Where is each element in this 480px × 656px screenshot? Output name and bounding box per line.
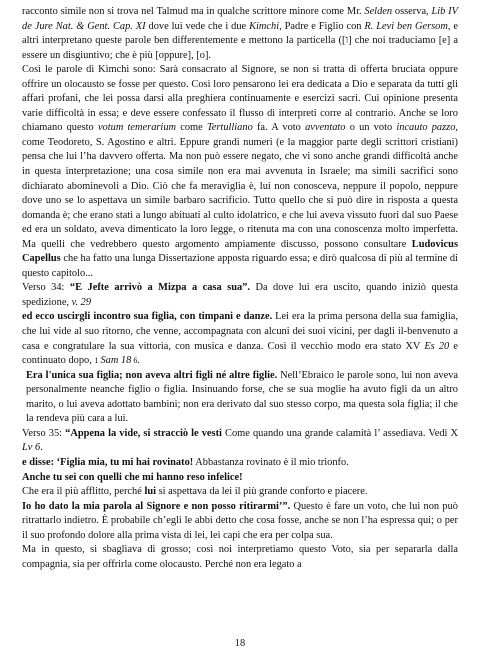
text-run-b: “E Jefte arrivò a Mizpa a casa sua”. bbox=[69, 282, 250, 294]
text-run: . bbox=[137, 355, 140, 367]
text-run: Lei era la prima persona della sua famiglia, che lui vide al suo ritorno, che venne, accompagnata con alcuni dei suoi vicini, per dagli il-benvenuto a casa e congratulare la sua vittoria, con musica e danza. Così il vecchio modo era stato XV bbox=[22, 311, 459, 352]
text-run: Questo è fare un voto, che lui non può ritrattarlo indietro. È probabile ch’egli le abbi detto che cosa fosse, anche se non l’ha espressa qui; o per il suo profondo dolore alla prima vista di lei, lei capì che era per colpa sua. bbox=[22, 500, 459, 541]
text-run-it: Selden bbox=[364, 6, 393, 17]
text-run-b: Anche tu sei con quelli che mi hanno reso infelice! bbox=[22, 471, 243, 483]
text-run: , come Teodoreto, S. Agostino e altri. Eppure grandi numeri (e la maggior parte degli scrittori cristiani) pensa che lui l’ha davvero offerta. Ma non può essere negato, che vi sono anche grandi difficoltà anche in questa interpretazione; una cosa simile non era mai avvenuta in Israele; ma simili sacrifici sono dichiarato abominevoli a Dio. Ciò che fa meraviglia è, lui non conosceva, neppure il popolo, neppure dove uno se lo aspettava un simile barbaro sacrificio. Tutto quello che si può dire in risposta a questa domanda è; che erano stati a lungo abituati al culto idolatrico, e che lui aveva vissuto fuori dal suo Paese ed era un soldato, aveva dimenticato la loro legge, o ritenuta ma con una conoscenza molto imperfetta. Ma quelli che vedrebbero questo argomento ampiamente discusso, possono consultare bbox=[22, 122, 459, 250]
text-run-it: Lv 6 bbox=[22, 442, 41, 454]
page-number: 18 bbox=[234, 638, 246, 649]
paragraph bbox=[22, 485, 458, 500]
paragraph bbox=[22, 63, 458, 281]
text-run: come bbox=[176, 122, 207, 134]
text-run: Verso 34: bbox=[22, 282, 70, 294]
text-run-b: Era l'unica sua figlia; non aveva altri figli né altre figlie. bbox=[26, 369, 278, 381]
paragraph bbox=[22, 471, 458, 486]
text-run: Verso 35: bbox=[22, 427, 66, 439]
text-run: Così le parole di Kimchi sono: Sarà consacrato al Signore, se non si tratta di offerta bruciata oppure offrire un olocausto se fosse per questo. Così loro pensarono lei era dedicata a Dio e separata da tutti gli affari profani, che lei possa darsi alla preghiera continuamente e esercizi sacri. Cui opinione presenta varie difficoltà in essa; e deve essere confessato il flusso di interpreti corre al contrario. Anche se loro chiamano questo bbox=[22, 64, 458, 134]
text-run-it: Sam 18 bbox=[100, 355, 132, 367]
paragraph bbox=[22, 456, 458, 471]
text-run: e continuato dopo, bbox=[22, 340, 458, 367]
text-run: osserva, bbox=[392, 6, 432, 17]
text-run-b: lui bbox=[144, 486, 156, 498]
text-run-it: Es 20 bbox=[424, 340, 450, 352]
paragraph bbox=[22, 281, 458, 310]
paragraph bbox=[22, 369, 458, 427]
text-run-b: e disse: ‘Figlia mia, tu mi hai rovinato! bbox=[22, 456, 194, 468]
paragraph bbox=[22, 427, 458, 456]
text-run: , e altri interpretano queste parole ben differentemente e mettono la particella ([ו] che noi traduciamo [e] a essere un disgiuntivo; che è più [oppure], [o]. bbox=[22, 20, 459, 61]
text-run-it: avventato bbox=[305, 122, 346, 134]
text-run: Ma in questo, si sbagliava di grosso; così noi interpretiamo questo Voto, sia per separarla dalla compagnia, sia per offrirla come olocausto. Perché non era legato a bbox=[22, 544, 458, 570]
text-run: fa. A voto bbox=[252, 122, 306, 134]
text-run-it: Kimchi bbox=[249, 20, 280, 32]
text-run-it: incauto pazzo bbox=[396, 122, 456, 134]
text-run: che ha fatto una lunga Dissertazione apposta riguardo essa; e dirò qualcosa di più al termine di questo capitolo... bbox=[22, 253, 458, 279]
text-run: Nell’Ebraico le parole sono, lui non aveva personalmente neanche figlio o figlia. Insinuando forse, che se sua moglie ha avuto figli da un altro marito, o lui aveva adottato bambini; non era derivato dal suo stesso corpo, ma questa sola figlia; il che la rendeva più cara a lui. bbox=[26, 369, 458, 425]
text-run: , Padre e Figlio con bbox=[279, 20, 365, 32]
text-run: Da dove lui era uscito, quando iniziò questa spedizione, bbox=[22, 282, 458, 308]
text-run-sm: 6 bbox=[131, 356, 138, 366]
paragraph bbox=[22, 5, 458, 63]
text-run-b: Io ho dato la mia parola al Signore e non posso ritirarmi’”. bbox=[22, 500, 291, 512]
paragraph bbox=[22, 543, 458, 572]
text-run-b: “Appena la vide, si stracciò le vesti bbox=[65, 427, 222, 439]
text-run: dove lui vede che i due bbox=[145, 20, 250, 32]
text-run-b: Ludovicus Capellus bbox=[22, 238, 458, 265]
text-run-it: Tertulliano bbox=[206, 122, 253, 134]
text-run: racconto simile non si trova nel Talmud ma in qualche scrittore minore come Mr. bbox=[22, 6, 365, 17]
text-run: Come quando una grande calamità l’ assediava. Vedi X bbox=[221, 427, 459, 439]
text-run: . bbox=[40, 442, 43, 454]
body-text bbox=[22, 5, 458, 572]
text-run: o un voto bbox=[345, 122, 397, 134]
text-run-sm: 1 bbox=[94, 356, 101, 366]
text-run-it: votum temerarium bbox=[97, 122, 177, 134]
paragraph bbox=[22, 500, 458, 544]
text-run-it: v. 29 bbox=[71, 296, 92, 308]
text-run: Abbastanza rovinato è il mio trionfo. bbox=[193, 456, 349, 468]
text-run: si aspettava da lei il più grande conforto e piacere. bbox=[156, 486, 368, 498]
text-run: Che era il più afflitto, perché bbox=[22, 486, 145, 498]
text-run-b: ed ecco uscirgli incontro sua figlia, con timpani e danze. bbox=[22, 311, 273, 323]
text-run-it: R. Levi ben Gersom bbox=[364, 20, 448, 32]
text-run-it: Lib IV de Jure Nat. & Gent. Cap. XI bbox=[22, 6, 458, 32]
paragraph bbox=[22, 310, 458, 368]
